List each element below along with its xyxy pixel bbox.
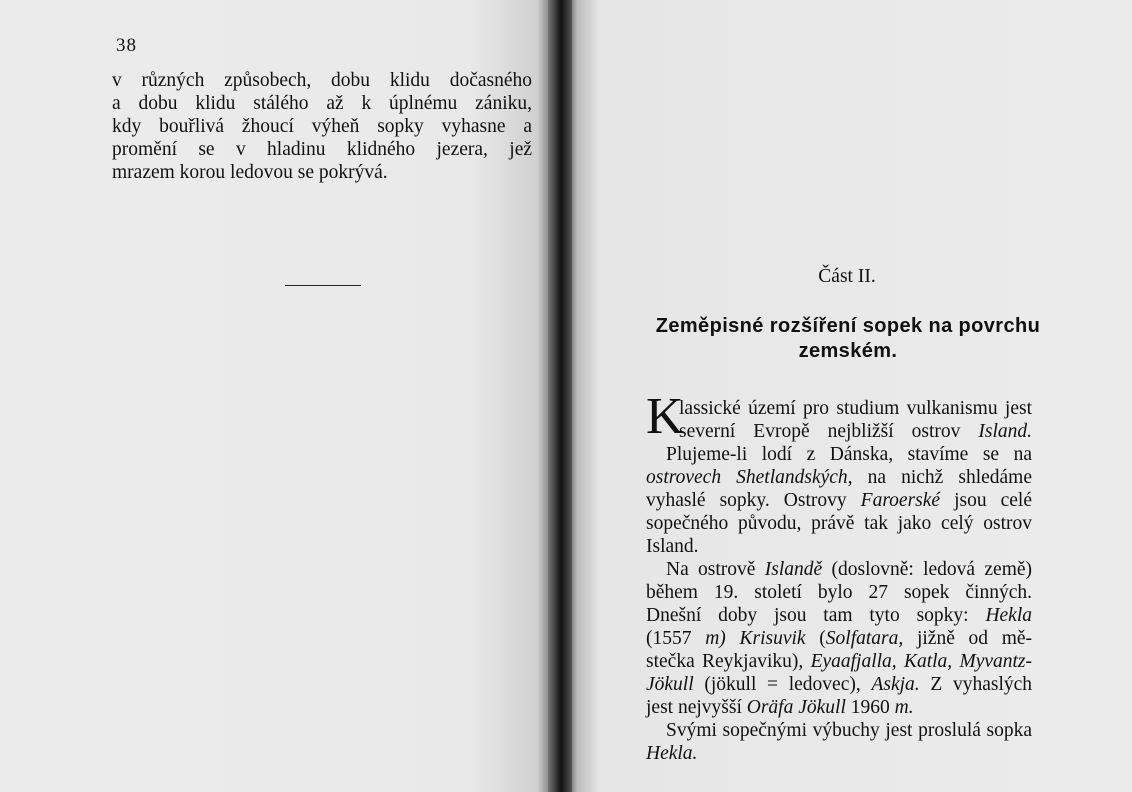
text-line: (1557 m) Krisuvik (Solfatara, jižně od mě- <box>646 628 1033 649</box>
text-line: promění se v hladinu klidného jezera, jež <box>112 139 532 160</box>
page-number: 38 <box>116 35 137 56</box>
right-page-text <box>646 397 1032 765</box>
text-line: stečka Reykjaviku), Eyaafjalla, Katla, Myvantz- <box>646 651 1032 672</box>
text-line: během 19. století bylo 27 sopek činných. <box>646 582 1032 603</box>
text-line: v různých způsobech, dobu klidu dočasného <box>112 70 532 91</box>
text-line: Dnešní doby jsou tam tyto sopky: Hekla <box>646 605 1032 626</box>
text-line: kdy bouřlivá žhoucí výheň sopky vyhasne a <box>112 116 532 137</box>
text-line: ostrovech Shetlandských, na nichž shledáme <box>646 467 1032 488</box>
text-line: Jökull (jökull = ledovec), Askja. Z vyhaslých <box>646 674 1033 695</box>
text-line: Na ostrově Islandě (doslovně: ledová země) <box>666 559 1033 580</box>
text-line: Island. <box>646 536 699 557</box>
text-line: vyhaslé sopky. Ostrovy Faroerské jsou celé <box>646 490 1032 511</box>
text-line: Svými sopečnými výbuchy jest proslulá sopka <box>666 720 1032 741</box>
text-line: mrazem korou ledovou se pokrývá. <box>112 162 388 183</box>
text-line: jest nejvyšší Oräfa Jökull 1960 m. <box>646 697 914 718</box>
text-line: lassické území pro studium vulkanismu jest <box>679 398 1032 419</box>
left-page-text <box>112 69 532 184</box>
drop-cap: K <box>646 388 684 445</box>
text-line: sopečného původu, právě tak jako celý ostrov <box>646 513 1032 534</box>
book-gutter <box>548 0 572 792</box>
chapter-title: Zeměpisné rozšíření sopek na povrchu zemském. <box>655 315 1041 362</box>
text-line: a dobu klidu stálého až k úplnému zániku, <box>112 93 532 114</box>
section-divider <box>285 285 361 286</box>
text-line: severní Evropě nejbližší ostrov Island. <box>679 421 1032 442</box>
part-label: Část II. <box>818 266 876 287</box>
text-line: Hekla. <box>646 743 698 764</box>
text-line: Plujeme-li lodí z Dánska, stavíme se na <box>666 444 1032 465</box>
